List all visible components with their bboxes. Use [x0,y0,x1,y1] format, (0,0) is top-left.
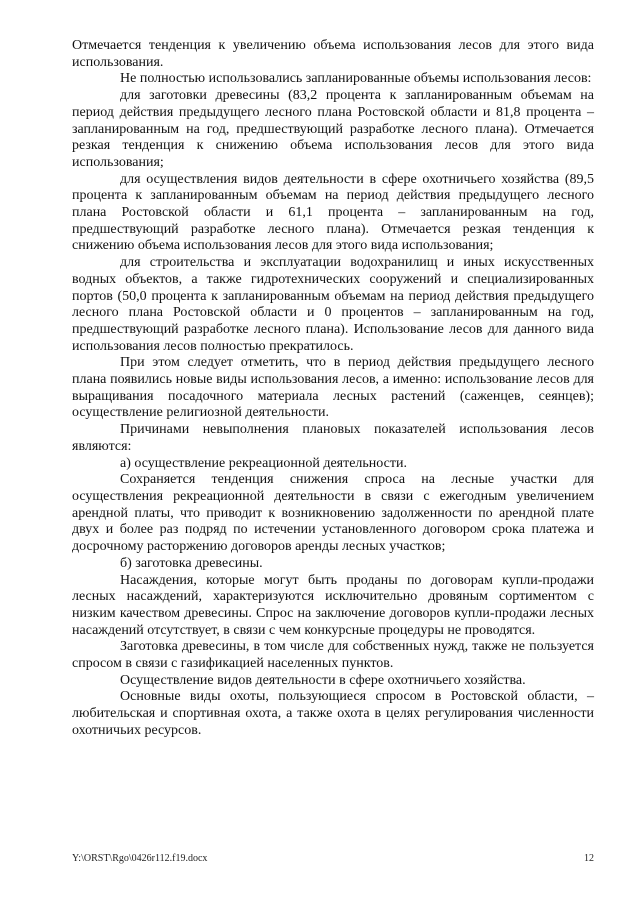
page-number: 12 [584,853,594,864]
paragraph: Не полностью использовались запланированные объемы использования лесов: [120,71,592,87]
paragraph: Причинами невыполнения плановых показателей использования лесов являются: [72,422,594,454]
paragraph: б) заготовка древесины. [120,555,263,571]
paragraph: для осуществления видов деятельности в сфере охотничьего хозяйства (89,5 процента к запланированным объемам на период действия предыдущего лесного плана Ростовской области и 61,1 процента – запланированным на год, предшествующий разработке лесного плана). Отмечается резкая тенденция к снижению объема использования лесов для этого вида использования; [72,171,594,254]
paragraph: Осуществление видов деятельности в сфере охотничьего хозяйства. [120,672,526,688]
paragraph: Основные виды охоты, пользующиеся спросом в Ростовской области, – любительская и спортивная охота, а также охота в целях регулирования численности охотничьих ресурсов. [72,689,594,738]
document-body [72,38,594,740]
paragraph: Насаждения, которые могут быть проданы по договорам купли-продажи лесных насаждений, характеризуются исключительно дровяным сортиментом с низким качеством древесины. Спрос на заключение договоров купли-продажи лесных насаждений отсутствует, в связи с чем конкурсные процедуры не проводятся. [72,572,594,638]
paragraph: Заготовка древесины, в том числе для собственных нужд, также не пользуется спросом в связи с газификацией населенных пунктов. [72,639,594,672]
paragraph: При этом следует отметить, что в период действия предыдущего лесного плана появились новые виды использования лесов, а именно: использование лесов для выращивания посадочного материала лесных растений (саженцев, сеянцев); осуществление религиозной деятельности. [72,355,594,421]
paragraph: а) осуществление рекреационной деятельности. [120,455,407,471]
paragraph: для заготовки древесины (83,2 процента к запланированным объемам на период действия предыдущего лесного плана Ростовской области и 81,8 процента – запланированным на год, предшествующий разработке лесного плана). Отмечается резкая тенденция к снижению объема использования лесов для этого вида использования; [72,88,594,170]
paragraph: для строительства и эксплуатации водохранилищ и иных искусственных водных объектов, а также гидротехнических сооружений и специализированных портов (50,0 процента к запланированным объемам на период действия предыдущего лесного плана Ростовской области и 0 процентов – запланированным на год, предшествующий разработке лесного плана). Использование лесов для данного вида использования лесов полностью прекратилось. [72,255,594,354]
paragraph: Отмечается тенденция к увеличению объема использования лесов для этого вида использования. [72,38,594,70]
paragraph: Сохраняется тенденция снижения спроса на лесные участки для осуществления рекреационной деятельности в связи с ежегодным увеличением арендной платы, что приводит к возникновению задолженности по арендной плате двух и более раз подряд по истечении установленного договором срока платежа и досрочному расторжению договоров аренды лесных участков; [72,472,594,555]
footer-file-path: Y:\ORST\Rgo\0426r112.f19.docx [72,853,208,864]
